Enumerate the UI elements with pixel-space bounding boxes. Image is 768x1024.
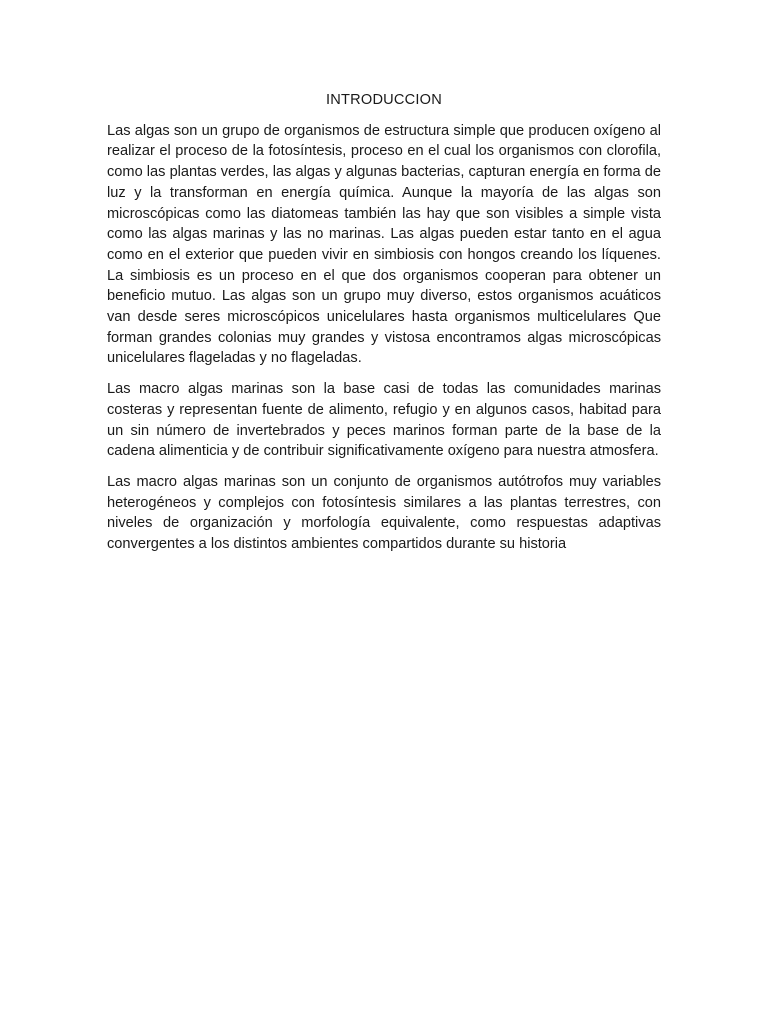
document-body — [107, 90, 661, 565]
paragraph-2: Las macro algas marinas son la base casi de todas las comunidades marinas costeras y representan fuente de alimento, refugio y en algunos casos, habitad para un sin número de invertebrados y peces marinos forman parte de la base de la cadena alimenticia y de contribuir significativamente oxígeno para nuestra atmosfera. — [107, 381, 661, 460]
document-title: INTRODUCCION — [326, 92, 442, 108]
paragraph-3: Las macro algas marinas son un conjunto de organismos autótrofos muy variables heterogéneos y complejos con fotosíntesis similares a las plantas terrestres, con niveles de organización y morfología equivalente, como respuestas adaptivas convergentes a los distintos ambientes compartidos durante su historia — [107, 473, 661, 553]
paragraph-1: Las algas son un grupo de organismos de estructura simple que producen oxígeno al realizar el proceso de la fotosíntesis, proceso en el cual los organismos con clorofila, como las plantas verdes, las algas y algunas bacterias, capturan energía en forma de luz y la transforman en energía química. Aunque la mayoría de las algas son microscópicas como las diatomeas también las hay que son visibles a simple vista como las algas marinas y las no marinas. Las algas pueden estar tanto en el agua como en el exterior que pueden vivir en simbiosis con hongos creando los líquenes. La simbiosis es un proceso en el que dos organismos cooperan para obtener un beneficio mutuo. Las algas son un grupo muy diverso, estos organismos acuáticos van desde seres microscópicos unicelulares hasta organismos multicelulares Que forman grandes colonias muy grandes y vistosa encontramos algas microscópicas unicelulares flageladas y no flageladas. — [107, 122, 661, 367]
